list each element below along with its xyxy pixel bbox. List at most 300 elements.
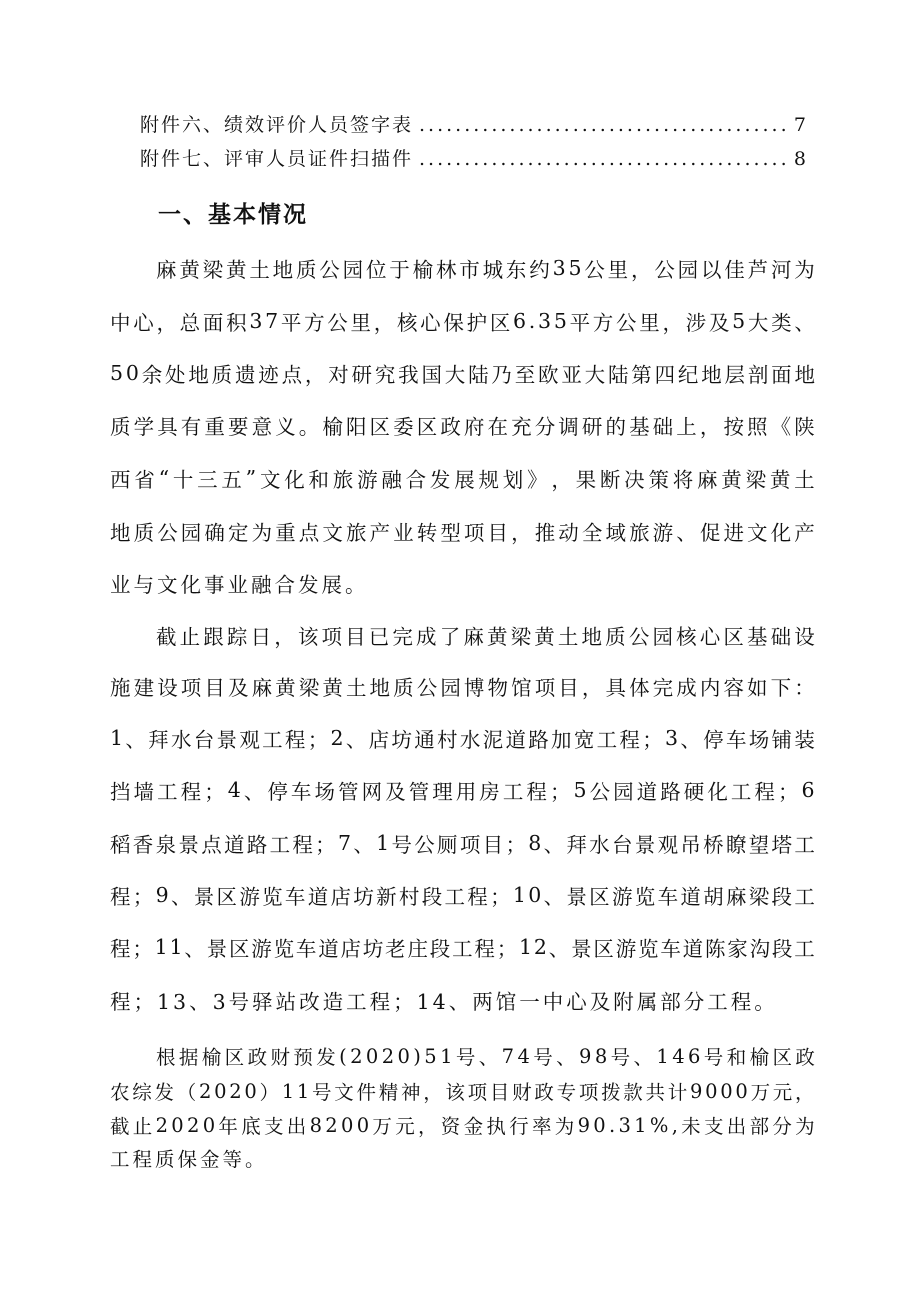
toc-entry-attachment-7[interactable] (140, 144, 808, 174)
glyph: 质 (295, 258, 317, 282)
glyph: 桥 (703, 833, 724, 857)
glyph: 泥 (482, 728, 504, 752)
glyph: 万 (372, 1115, 392, 1138)
glyph: 工 (157, 780, 178, 804)
glyph: 芦 (747, 258, 769, 282)
glyph: 项 (578, 1081, 599, 1104)
glyph: 内 (699, 676, 721, 700)
glyph: 专 (556, 1081, 577, 1104)
text-line (156, 248, 815, 288)
glyph: 保 (443, 311, 464, 335)
glyph: 梁 (510, 625, 532, 649)
glyph: . (608, 1113, 616, 1137)
glyph: 产 (794, 521, 815, 545)
glyph: 四 (654, 363, 676, 387)
glyph: 、 (548, 937, 570, 961)
glyph: ， (662, 311, 683, 335)
glyph: 将 (672, 468, 694, 492)
glyph: 1 (519, 935, 533, 959)
glyph: . (528, 309, 536, 333)
glyph: 进 (723, 521, 744, 545)
glyph: 车 (660, 937, 681, 961)
glyph: 0 (341, 1113, 354, 1137)
glyph: ； (204, 780, 225, 804)
glyph: 地 (188, 363, 209, 387)
glyph: 该 (445, 1081, 465, 1104)
glyph: 地 (701, 363, 722, 387)
glyph: 里 (607, 258, 629, 282)
glyph: 目 (482, 833, 504, 857)
glyph: 根 (156, 1046, 176, 1069)
glyph: 土 (794, 468, 815, 492)
glyph: 预 (293, 1046, 313, 1069)
glyph: 程 (754, 780, 775, 804)
text-line (110, 301, 815, 341)
glyph: 断 (599, 468, 621, 492)
glyph: 旅 (332, 468, 354, 492)
glyph: 质 (110, 415, 131, 439)
glyph: 区 (369, 415, 391, 439)
glyph: 市 (459, 258, 480, 282)
glyph: 三 (197, 468, 218, 492)
glyph: 综 (132, 1081, 152, 1104)
glyph: 5 (573, 778, 587, 802)
glyph: 榆 (322, 415, 343, 439)
glyph: 水 (170, 728, 192, 752)
glyph: 调 (558, 415, 579, 439)
glyph: 心 (133, 311, 154, 335)
glyph: 黄 (534, 625, 555, 649)
glyph: 区 (772, 1046, 792, 1069)
glyph: 文 (334, 1081, 354, 1104)
glyph: 乃 (491, 363, 512, 387)
glyph: 9 (155, 883, 169, 907)
glyph: 。 (298, 415, 320, 439)
glyph: 陈 (704, 937, 726, 961)
glyph: 9 (577, 1113, 590, 1137)
glyph: ， (156, 311, 177, 335)
glyph: 路 (246, 833, 268, 857)
glyph: 胡 (703, 885, 724, 909)
glyph: 观 (657, 833, 679, 857)
glyph: 路 (528, 728, 549, 752)
glyph: 《 (770, 415, 792, 439)
glyph: 项 (180, 676, 202, 700)
glyph: 点 (281, 363, 303, 387)
glyph: 号 (312, 1081, 332, 1104)
glyph: 园 (440, 676, 461, 700)
glyph: 跟 (203, 625, 224, 649)
glyph: 、 (633, 1046, 654, 1069)
glyph: ； (642, 728, 663, 752)
glyph: 止 (132, 1115, 153, 1138)
glyph: 7 (337, 831, 352, 855)
glyph: 核 (396, 311, 418, 335)
glyph: 止 (179, 625, 201, 649)
glyph: 发 (429, 468, 451, 492)
glyph: 公 (589, 780, 611, 804)
glyph: 研 (581, 415, 603, 439)
glyph: 重 (204, 415, 225, 439)
glyph: ； (307, 728, 329, 752)
glyph: 5 (424, 1044, 437, 1068)
glyph: 馆 (511, 676, 532, 700)
glyph: “ (158, 466, 170, 490)
glyph: 工 (262, 728, 283, 752)
glyph: 遗 (234, 363, 256, 387)
glyph: 程 (292, 833, 313, 857)
glyph: 成 (416, 625, 437, 649)
glyph: 府 (463, 415, 485, 439)
glyph: 省 (134, 468, 155, 492)
glyph: 底 (241, 1115, 261, 1138)
glyph: 佳 (724, 258, 745, 282)
glyph: 处 (165, 363, 186, 387)
glyph: 段 (771, 885, 793, 909)
glyph: 完 (392, 625, 413, 649)
glyph: 景 (634, 833, 656, 857)
toc-page-number: 8 (793, 148, 808, 170)
glyph: 质 (393, 676, 414, 700)
glyph: 础 (770, 625, 792, 649)
glyph: 0 (365, 1044, 379, 1068)
glyph: 域 (605, 521, 626, 545)
glyph: 全 (581, 521, 603, 545)
glyph: 政 (534, 1081, 554, 1104)
glyph: ， (630, 258, 652, 282)
glyph: 行 (509, 1115, 529, 1138)
glyph: 稻 (110, 833, 131, 857)
glyph: 学 (133, 415, 155, 439)
glyph: 7 (265, 309, 279, 333)
glyph: 展 (454, 468, 475, 492)
glyph: 游 (652, 521, 674, 545)
glyph: 河 (770, 258, 792, 282)
glyph: 坊 (353, 885, 374, 909)
glyph: 心 (420, 311, 441, 335)
glyph: 号 (533, 1046, 553, 1069)
glyph: 路 (660, 780, 681, 804)
glyph: 墙 (133, 780, 155, 804)
glyph: 9 (579, 1044, 592, 1068)
glyph: 、 (125, 728, 146, 752)
glyph: 管 (338, 780, 359, 804)
glyph: 地 (272, 258, 294, 282)
glyph: 3 (552, 256, 566, 280)
glyph: 用 (455, 780, 477, 804)
glyph: 号 (610, 1046, 631, 1069)
glyph: 设 (157, 676, 178, 700)
glyph: 率 (531, 1115, 552, 1138)
glyph: 转 (416, 521, 438, 545)
glyph: 1 (440, 1044, 453, 1068)
glyph: 1 (281, 1079, 295, 1103)
glyph: 道 (318, 937, 339, 961)
glyph: 部 (749, 1115, 770, 1138)
glyph: 区 (224, 1046, 245, 1069)
glyph: 览 (262, 885, 283, 909)
glyph: 城 (482, 258, 504, 282)
glyph: 点 (298, 521, 320, 545)
glyph: 化 (284, 468, 305, 492)
glyph: , (671, 1113, 678, 1137)
glyph: 建 (133, 676, 155, 700)
glyph: 榆 (201, 1046, 222, 1069)
glyph: 1 (656, 1044, 669, 1068)
glyph: 质 (133, 521, 155, 545)
glyph: 1 (634, 1113, 647, 1137)
glyph: 了 (439, 625, 461, 649)
glyph: 游 (357, 468, 378, 492)
glyph: 文 (747, 521, 768, 545)
text-line: 业与文化事业融合发展。 (110, 573, 369, 597)
glyph: 2 (155, 1113, 169, 1137)
glyph: 五 (221, 468, 242, 492)
text-line (110, 458, 815, 498)
text-line (110, 353, 815, 393)
glyph: 出 (286, 1115, 307, 1138)
glyph: 平 (569, 311, 591, 335)
glyph: 元 (395, 1115, 415, 1138)
glyph: 瞭 (725, 833, 747, 857)
glyph: 委 (393, 415, 414, 439)
glyph: 公 (628, 625, 650, 649)
glyph: 工 (452, 937, 473, 961)
glyph: 程 (110, 885, 131, 909)
text-line (110, 770, 815, 810)
glyph: 旅 (345, 521, 367, 545)
glyph: 公 (584, 258, 605, 282)
glyph: 项 (534, 676, 556, 700)
text-line (156, 615, 815, 655)
glyph: 道 (636, 780, 658, 804)
glyph: 土 (345, 676, 367, 700)
glyph: 0 (214, 1079, 227, 1103)
glyph: 工 (730, 780, 752, 804)
glyph: 上 (676, 415, 697, 439)
glyph: 成 (676, 676, 697, 700)
glyph: 充 (511, 415, 532, 439)
glyph: 年 (218, 1115, 238, 1138)
glyph: 店 (330, 885, 352, 909)
glyph: 执 (486, 1115, 506, 1138)
glyph: 0 (735, 1079, 748, 1103)
glyph: 第 (631, 363, 652, 387)
glyph: 场 (748, 728, 770, 752)
glyph: 里 (639, 311, 660, 335)
glyph: 房 (479, 780, 500, 804)
glyph: 0 (202, 1113, 216, 1137)
glyph: 区 (416, 415, 438, 439)
glyph: 目 (345, 625, 366, 649)
glyph: 该 (297, 625, 319, 649)
glyph: 公 (414, 833, 435, 857)
glyph: 地 (581, 625, 603, 649)
glyph: 重 (275, 521, 296, 545)
toc-label: 附件七、评审人员证件扫描件 (140, 148, 414, 170)
glyph: 核 (676, 625, 697, 649)
glyph: 4 (227, 778, 241, 802)
glyph: 、 (345, 728, 367, 752)
glyph: 迹 (258, 363, 279, 387)
glyph: 黄 (769, 468, 791, 492)
glyph: 梁 (298, 676, 320, 700)
glyph: 梁 (748, 885, 770, 909)
glyph: 及 (708, 311, 730, 335)
section-heading: 一、基本情况 (158, 202, 308, 228)
glyph: 1 (169, 935, 183, 959)
glyph: 道 (682, 937, 704, 961)
text-line (110, 511, 815, 551)
glyph: 类 (771, 311, 792, 335)
glyph: 纪 (677, 363, 699, 387)
glyph: 程 (180, 780, 202, 804)
glyph: 坊 (362, 937, 384, 961)
text-line (110, 875, 815, 915)
glyph: 台 (193, 728, 215, 752)
glyph: 截 (110, 1115, 130, 1138)
glyph: 3 (538, 309, 552, 333)
glyph: 4 (672, 1044, 685, 1068)
glyph: 区 (489, 311, 511, 335)
glyph: 景 (178, 833, 199, 857)
glyph: 麻 (251, 676, 273, 700)
glyph: 面 (771, 363, 792, 387)
text-line: 工程质保金等。 (110, 1148, 268, 1171)
glyph: 梁 (202, 258, 224, 282)
glyph: ； (315, 833, 336, 857)
glyph: 至 (514, 363, 536, 387)
glyph: 新 (376, 885, 397, 909)
glyph: 老 (385, 937, 406, 961)
glyph: ； (132, 885, 154, 909)
glyph: 麻 (156, 258, 177, 282)
glyph: 2 (533, 935, 547, 959)
glyph: 区 (216, 885, 238, 909)
glyph: 未 (681, 1115, 701, 1138)
glyph: 公 (327, 311, 348, 335)
glyph: 及 (227, 676, 249, 700)
glyph: 工 (794, 937, 815, 961)
glyph: 店 (368, 728, 390, 752)
glyph: 通 (414, 728, 435, 752)
glyph: 政 (247, 1046, 268, 1069)
glyph: 园 (342, 258, 364, 282)
glyph: 黄 (179, 258, 200, 282)
glyph: 踪 (226, 625, 248, 649)
glyph: 台 (611, 833, 633, 857)
glyph: ， (423, 1081, 443, 1104)
glyph: 游 (239, 885, 260, 909)
toc-entry-attachment-6[interactable] (140, 110, 808, 140)
glyph: 拜 (566, 833, 587, 857)
glyph: 区 (228, 937, 250, 961)
glyph: ： (794, 676, 815, 700)
glyph: 景 (216, 728, 238, 752)
glyph: 项 (463, 521, 485, 545)
glyph: 东 (505, 258, 527, 282)
glyph: 已 (368, 625, 390, 649)
glyph: 林 (435, 258, 457, 282)
toc-leader-dots (419, 148, 788, 170)
glyph: 业 (393, 521, 414, 545)
glyph: 支 (264, 1115, 284, 1138)
glyph: 陆 (607, 363, 629, 387)
glyph: 神 (400, 1081, 421, 1104)
glyph: ； (549, 780, 571, 804)
glyph: 施 (110, 676, 131, 700)
glyph: 园 (613, 780, 634, 804)
glyph: 产 (369, 521, 391, 545)
glyph: 质 (211, 363, 233, 387)
glyph: 土 (557, 625, 579, 649)
glyph: 场 (314, 780, 335, 804)
glyph: ； (777, 780, 799, 804)
glyph: 道 (680, 885, 701, 909)
glyph: 麻 (463, 625, 484, 649)
glyph: 、 (680, 728, 701, 752)
glyph: ） (259, 1081, 280, 1104)
glyph: 在 (487, 415, 508, 439)
glyph: 2 (187, 1113, 200, 1137)
glyph: 号 (391, 833, 412, 857)
glyph: 心 (699, 625, 721, 649)
glyph: 5 (110, 361, 124, 385)
glyph: 理 (432, 780, 453, 804)
glyph: 完 (652, 676, 674, 700)
glyph: 号 (455, 1046, 476, 1069)
glyph: 车 (657, 885, 679, 909)
glyph: 体 (629, 676, 650, 700)
glyph: 土 (249, 258, 270, 282)
glyph: 、 (794, 311, 815, 335)
glyph: 7 (501, 1044, 515, 1068)
glyph: 农 (110, 1081, 130, 1104)
glyph: 大 (584, 363, 606, 387)
glyph: 为 (554, 1115, 575, 1138)
glyph: 挡 (110, 780, 131, 804)
glyph: 装 (794, 728, 815, 752)
glyph: 网 (361, 780, 383, 804)
glyph: 款 (623, 1081, 643, 1104)
glyph: 中 (110, 311, 131, 335)
glyph: 3 (618, 1113, 631, 1137)
glyph: 、 (556, 1046, 576, 1069)
glyph: 精 (378, 1081, 399, 1104)
glyph: 和 (308, 468, 329, 492)
glyph: 决 (624, 468, 645, 492)
glyph: 黄 (275, 676, 296, 700)
glyph: ( (339, 1044, 347, 1068)
glyph: 景 (566, 885, 587, 909)
glyph: ； (132, 937, 153, 961)
glyph: 分 (772, 1115, 792, 1138)
glyph: 发 (316, 1046, 336, 1069)
glyph: 工 (269, 833, 291, 857)
glyph: 道 (223, 833, 245, 857)
glyph: 基 (747, 625, 768, 649)
glyph: 础 (652, 415, 674, 439)
glyph: 方 (304, 311, 325, 335)
glyph: 观 (239, 728, 260, 752)
glyph: 项 (459, 833, 481, 857)
glyph: 管 (408, 780, 430, 804)
glyph: 护 (466, 311, 488, 335)
glyph: ； (496, 937, 518, 961)
glyph: 大 (747, 311, 769, 335)
glyph: 规 (478, 468, 499, 492)
glyph: 、 (170, 885, 192, 909)
